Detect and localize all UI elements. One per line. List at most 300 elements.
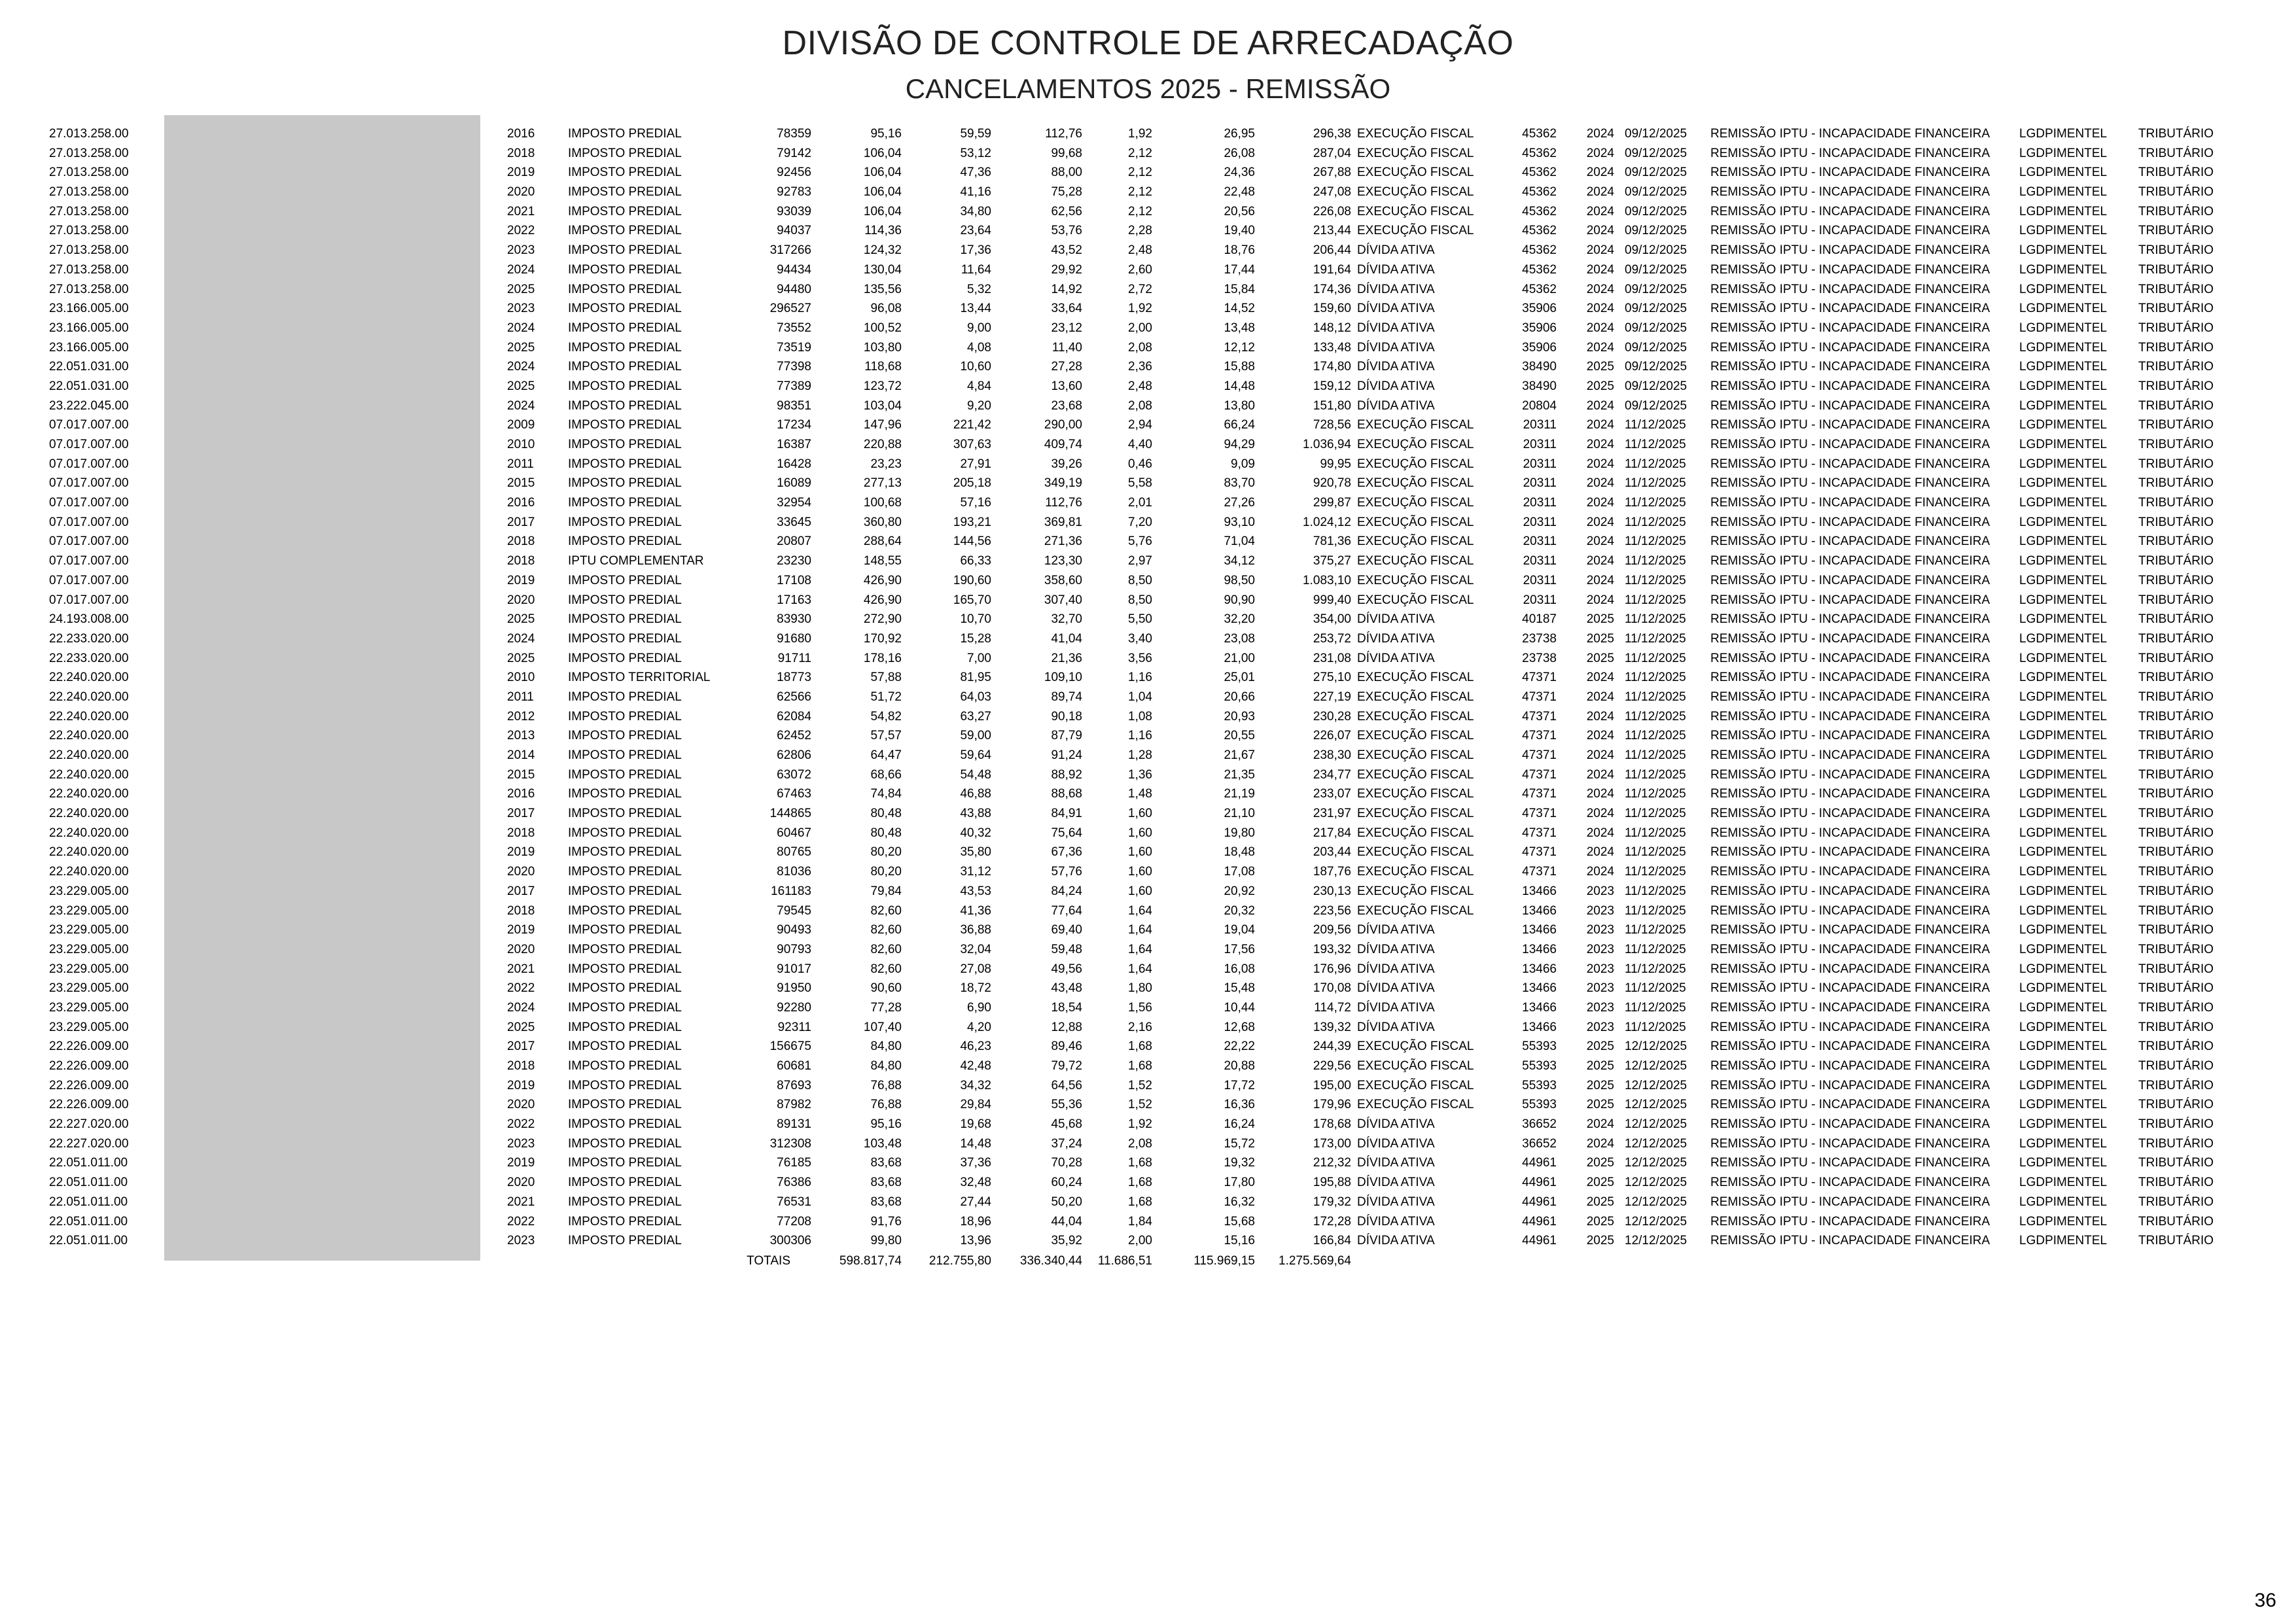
user-cell: LGDPIMENTEL — [2019, 1117, 2108, 1132]
value-cell: 3,40 — [1128, 631, 1152, 646]
reason-cell: REMISSÃO IPTU - INCAPACIDADE FINANCEIRA — [1710, 1176, 1990, 1190]
reason-cell: REMISSÃO IPTU - INCAPACIDADE FINANCEIRA — [1710, 1000, 1990, 1015]
tax-type-cell: IMPOSTO PREDIAL — [568, 1039, 682, 1054]
user-cell: LGDPIMENTEL — [2019, 593, 2108, 607]
user-cell: LGDPIMENTEL — [2019, 748, 2108, 762]
sector-cell: TRIBUTÁRIO — [2138, 981, 2214, 996]
status-cell: DÍVIDA ATIVA — [1357, 1020, 1435, 1034]
date-cell: 11/12/2025 — [1625, 515, 1686, 529]
value-cell: 1,60 — [1128, 807, 1152, 821]
status-cell: DÍVIDA ATIVA — [1357, 962, 1435, 976]
status-cell: EXECUÇÃO FISCAL — [1357, 554, 1474, 568]
value-cell: 19,32 — [1224, 1156, 1255, 1170]
table-row — [0, 551, 2296, 571]
reason-cell: REMISSÃO IPTU - INCAPACIDADE FINANCEIRA — [1710, 418, 1990, 432]
value-cell: 57,76 — [1051, 865, 1082, 879]
status-cell: DÍVIDA ATIVA — [1357, 1176, 1435, 1190]
value-cell: 66,33 — [960, 554, 991, 568]
date-cell: 11/12/2025 — [1625, 554, 1686, 568]
table-row — [0, 396, 2296, 416]
process-cell: 20311 — [1523, 573, 1557, 587]
process-cell: 13466 — [1522, 1020, 1557, 1034]
year-cell: 2023 — [507, 1234, 535, 1248]
code-cell: 79545 — [777, 903, 811, 918]
sector-cell: TRIBUTÁRIO — [2138, 923, 2214, 937]
date-cell: 11/12/2025 — [1625, 845, 1686, 860]
tax-type-cell: IMPOSTO PREDIAL — [568, 438, 682, 451]
value-cell: 50,20 — [1051, 1195, 1082, 1209]
value-cell: 106,04 — [863, 204, 902, 218]
sector-cell: TRIBUTÁRIO — [2138, 127, 2214, 141]
date-cell: 09/12/2025 — [1625, 340, 1687, 355]
code-cell: 91950 — [777, 981, 811, 996]
table-row — [0, 493, 2296, 513]
code-cell: 93039 — [777, 204, 811, 218]
inscricao-cell: 27.013.258.00 — [49, 282, 129, 296]
value-cell: 96,08 — [870, 302, 902, 316]
reason-cell: REMISSÃO IPTU - INCAPACIDADE FINANCEIRA — [1710, 204, 1990, 218]
total-cell: 179,96 — [1313, 1098, 1351, 1112]
total-cell: 231,08 — [1313, 651, 1351, 665]
value-cell: 26,95 — [1224, 127, 1255, 141]
value-cell: 170,92 — [863, 631, 902, 646]
value-cell: 190,60 — [953, 573, 991, 587]
code-cell: 94434 — [777, 262, 811, 277]
value-cell: 135,56 — [863, 282, 902, 296]
value-cell: 106,04 — [863, 166, 902, 180]
value-cell: 0,46 — [1128, 457, 1152, 471]
value-cell: 2,36 — [1128, 360, 1152, 374]
value-cell: 16,36 — [1224, 1098, 1255, 1112]
tax-type-cell: IMPOSTO PREDIAL — [568, 262, 682, 277]
year-cell: 2018 — [507, 554, 535, 568]
sector-cell: TRIBUTÁRIO — [2138, 321, 2214, 335]
code-cell: 91680 — [777, 631, 811, 646]
process-year-cell: 2024 — [1586, 302, 1614, 316]
inscricao-cell: 24.193.008.00 — [49, 612, 129, 627]
sector-cell: TRIBUTÁRIO — [2138, 807, 2214, 821]
date-cell: 11/12/2025 — [1625, 865, 1686, 879]
process-cell: 20311 — [1523, 476, 1557, 491]
total-cell: 206,44 — [1313, 243, 1351, 258]
value-cell: 6,90 — [967, 1000, 991, 1015]
process-cell: 20311 — [1523, 534, 1557, 549]
process-year-cell: 2024 — [1586, 515, 1614, 529]
value-cell: 99,80 — [870, 1234, 902, 1248]
table-row — [0, 862, 2296, 882]
status-cell: DÍVIDA ATIVA — [1357, 321, 1435, 335]
value-cell: 57,57 — [870, 729, 902, 743]
tax-type-cell: IPTU COMPLEMENTAR — [568, 554, 704, 568]
reason-cell: REMISSÃO IPTU - INCAPACIDADE FINANCEIRA — [1710, 962, 1990, 976]
code-cell: 23230 — [777, 554, 811, 568]
value-cell: 13,60 — [1051, 379, 1082, 393]
status-cell: DÍVIDA ATIVA — [1357, 923, 1435, 937]
process-year-cell: 2024 — [1586, 807, 1614, 821]
value-cell: 272,90 — [863, 612, 902, 627]
year-cell: 2012 — [507, 709, 535, 724]
user-cell: LGDPIMENTEL — [2019, 127, 2108, 141]
value-cell: 7,00 — [967, 651, 991, 665]
code-cell: 92456 — [777, 166, 811, 180]
value-cell: 18,96 — [960, 1214, 991, 1229]
process-cell: 38490 — [1522, 360, 1557, 374]
value-cell: 360,80 — [863, 515, 902, 529]
year-cell: 2020 — [507, 1176, 535, 1190]
process-cell: 47371 — [1522, 671, 1557, 685]
total-cell: 299,87 — [1313, 496, 1351, 510]
year-cell: 2017 — [507, 807, 535, 821]
process-year-cell: 2024 — [1586, 1136, 1614, 1151]
value-cell: 18,54 — [1051, 1000, 1082, 1015]
code-cell: 87982 — [777, 1098, 811, 1112]
code-cell: 33645 — [777, 515, 811, 529]
date-cell: 12/12/2025 — [1625, 1234, 1687, 1248]
value-cell: 21,67 — [1224, 748, 1255, 762]
value-cell: 91,24 — [1051, 748, 1082, 762]
sector-cell: TRIBUTÁRIO — [2138, 554, 2214, 568]
value-cell: 76,88 — [870, 1078, 902, 1092]
value-cell: 18,76 — [1224, 243, 1255, 258]
value-cell: 10,60 — [960, 360, 991, 374]
user-cell: LGDPIMENTEL — [2019, 1098, 2108, 1112]
tax-type-cell: IMPOSTO PREDIAL — [568, 729, 682, 743]
sector-cell: TRIBUTÁRIO — [2138, 1214, 2214, 1229]
value-cell: 95,16 — [870, 127, 902, 141]
process-year-cell: 2024 — [1586, 127, 1614, 141]
status-cell: EXECUÇÃO FISCAL — [1357, 787, 1474, 801]
value-cell: 59,00 — [960, 729, 991, 743]
sector-cell: TRIBUTÁRIO — [2138, 1000, 2214, 1015]
inscricao-cell: 22.240.020.00 — [49, 865, 129, 879]
code-cell: 144865 — [769, 807, 811, 821]
inscricao-cell: 23.229.005.00 — [49, 1000, 129, 1015]
process-year-cell: 2024 — [1586, 534, 1614, 549]
table-row — [0, 163, 2296, 183]
tax-type-cell: IMPOSTO PREDIAL — [568, 1078, 682, 1092]
inscricao-cell: 23.166.005.00 — [49, 340, 129, 355]
inscricao-cell: 22.051.031.00 — [49, 360, 129, 374]
inscricao-cell: 22.240.020.00 — [49, 748, 129, 762]
process-year-cell: 2023 — [1586, 942, 1614, 956]
status-cell: EXECUÇÃO FISCAL — [1357, 185, 1474, 200]
inscricao-cell: 07.017.007.00 — [49, 515, 129, 529]
value-cell: 43,48 — [1051, 981, 1082, 996]
value-cell: 27,26 — [1224, 496, 1255, 510]
code-cell: 73552 — [777, 321, 811, 335]
inscricao-cell: 22.051.011.00 — [49, 1176, 128, 1190]
sector-cell: TRIBUTÁRIO — [2138, 1234, 2214, 1248]
sector-cell: TRIBUTÁRIO — [2138, 515, 2214, 529]
total-cell: 920,78 — [1313, 476, 1351, 491]
inscricao-cell: 23.229.005.00 — [49, 981, 129, 996]
inscricao-cell: 07.017.007.00 — [49, 418, 129, 432]
date-cell: 12/12/2025 — [1625, 1156, 1687, 1170]
user-cell: LGDPIMENTEL — [2019, 1020, 2108, 1034]
user-cell: LGDPIMENTEL — [2019, 1039, 2108, 1054]
process-cell: 13466 — [1522, 981, 1557, 996]
date-cell: 09/12/2025 — [1625, 360, 1687, 374]
value-cell: 409,74 — [1044, 438, 1082, 451]
process-year-cell: 2024 — [1586, 1117, 1614, 1132]
table-row — [0, 221, 2296, 241]
table-row — [0, 1193, 2296, 1212]
total-cell: 229,56 — [1313, 1059, 1351, 1073]
value-cell: 2,16 — [1128, 1020, 1152, 1034]
process-year-cell: 2024 — [1586, 593, 1614, 607]
value-cell: 5,76 — [1128, 534, 1152, 549]
value-cell: 69,40 — [1051, 923, 1082, 937]
process-cell: 38490 — [1522, 379, 1557, 393]
value-cell: 147,96 — [863, 418, 902, 432]
user-cell: LGDPIMENTEL — [2019, 1136, 2108, 1151]
total-cell: 231,97 — [1313, 807, 1351, 821]
value-cell: 42,48 — [960, 1059, 991, 1073]
total-cell: 187,76 — [1313, 865, 1351, 879]
value-cell: 83,68 — [870, 1176, 902, 1190]
value-cell: 2,12 — [1128, 185, 1152, 200]
user-cell: LGDPIMENTEL — [2019, 787, 2108, 801]
status-cell: DÍVIDA ATIVA — [1357, 282, 1435, 296]
inscricao-cell: 22.240.020.00 — [49, 807, 129, 821]
value-cell: 37,36 — [960, 1156, 991, 1170]
value-cell: 307,40 — [1044, 593, 1082, 607]
process-cell: 13466 — [1522, 903, 1557, 918]
user-cell: LGDPIMENTEL — [2019, 1000, 2108, 1015]
value-cell: 2,00 — [1128, 1234, 1152, 1248]
reason-cell: REMISSÃO IPTU - INCAPACIDADE FINANCEIRA — [1710, 398, 1990, 413]
value-cell: 23,23 — [870, 457, 902, 471]
user-cell: LGDPIMENTEL — [2019, 884, 2108, 898]
year-cell: 2020 — [507, 1098, 535, 1112]
inscricao-cell: 27.013.258.00 — [49, 166, 129, 180]
value-cell: 40,32 — [960, 826, 991, 840]
code-cell: 98351 — [777, 398, 811, 413]
year-cell: 2017 — [507, 515, 535, 529]
inscricao-cell: 23.229.005.00 — [49, 923, 129, 937]
user-cell: LGDPIMENTEL — [2019, 612, 2108, 627]
value-cell: 84,80 — [870, 1039, 902, 1054]
value-cell: 2,08 — [1128, 340, 1152, 355]
value-cell: 17,80 — [1224, 1176, 1255, 1190]
code-cell: 63072 — [777, 767, 811, 782]
sector-cell: TRIBUTÁRIO — [2138, 631, 2214, 646]
value-cell: 100,52 — [863, 321, 902, 335]
sector-cell: TRIBUTÁRIO — [2138, 729, 2214, 743]
value-cell: 59,48 — [1051, 942, 1082, 956]
status-cell: EXECUÇÃO FISCAL — [1357, 767, 1474, 782]
total-cell: 375,27 — [1313, 554, 1351, 568]
user-cell: LGDPIMENTEL — [2019, 262, 2108, 277]
code-cell: 18773 — [777, 671, 811, 685]
reason-cell: REMISSÃO IPTU - INCAPACIDADE FINANCEIRA — [1710, 612, 1990, 627]
inscricao-cell: 07.017.007.00 — [49, 438, 129, 451]
value-cell: 41,16 — [960, 185, 991, 200]
status-cell: DÍVIDA ATIVA — [1357, 612, 1435, 627]
sector-cell: TRIBUTÁRIO — [2138, 146, 2214, 160]
code-cell: 94480 — [777, 282, 811, 296]
process-year-cell: 2024 — [1586, 282, 1614, 296]
status-cell: EXECUÇÃO FISCAL — [1357, 418, 1474, 432]
sector-cell: TRIBUTÁRIO — [2138, 457, 2214, 471]
value-cell: 83,68 — [870, 1195, 902, 1209]
value-cell: 66,24 — [1224, 418, 1255, 432]
code-cell: 87693 — [777, 1078, 811, 1092]
total-cell: 166,84 — [1313, 1234, 1351, 1248]
user-cell: LGDPIMENTEL — [2019, 767, 2108, 782]
value-cell: 80,48 — [870, 826, 902, 840]
value-cell: 5,58 — [1128, 476, 1152, 491]
value-cell: 20,55 — [1224, 729, 1255, 743]
process-cell: 36652 — [1522, 1136, 1557, 1151]
tax-type-cell: IMPOSTO PREDIAL — [568, 302, 682, 316]
value-cell: 2,08 — [1128, 1136, 1152, 1151]
value-cell: 21,00 — [1224, 651, 1255, 665]
reason-cell: REMISSÃO IPTU - INCAPACIDADE FINANCEIRA — [1710, 884, 1990, 898]
status-cell: EXECUÇÃO FISCAL — [1357, 845, 1474, 860]
total-cell: 174,80 — [1313, 360, 1351, 374]
inscricao-cell: 07.017.007.00 — [49, 457, 129, 471]
total-cell: 195,88 — [1313, 1176, 1351, 1190]
code-cell: 17163 — [777, 593, 811, 607]
date-cell: 09/12/2025 — [1625, 282, 1687, 296]
status-cell: EXECUÇÃO FISCAL — [1357, 1078, 1474, 1092]
inscricao-cell: 07.017.007.00 — [49, 476, 129, 491]
reason-cell: REMISSÃO IPTU - INCAPACIDADE FINANCEIRA — [1710, 457, 1990, 471]
value-cell: 17,44 — [1224, 262, 1255, 277]
total-cell: 238,30 — [1313, 748, 1351, 762]
code-cell: 296527 — [769, 302, 811, 316]
value-cell: 26,08 — [1224, 146, 1255, 160]
date-cell: 11/12/2025 — [1625, 787, 1686, 801]
tax-type-cell: IMPOSTO PREDIAL — [568, 612, 682, 627]
inscricao-cell: 27.013.258.00 — [49, 185, 129, 200]
value-cell: 21,36 — [1051, 651, 1082, 665]
user-cell: LGDPIMENTEL — [2019, 631, 2108, 646]
inscricao-cell: 22.240.020.00 — [49, 689, 129, 704]
code-cell: 156675 — [769, 1039, 811, 1054]
process-cell: 20311 — [1523, 554, 1557, 568]
value-cell: 1,52 — [1128, 1098, 1152, 1112]
code-cell: 89131 — [777, 1117, 811, 1132]
reason-cell: REMISSÃO IPTU - INCAPACIDADE FINANCEIRA — [1710, 554, 1990, 568]
value-cell: 15,16 — [1224, 1234, 1255, 1248]
year-cell: 2020 — [507, 865, 535, 879]
year-cell: 2020 — [507, 942, 535, 956]
tax-type-cell: IMPOSTO PREDIAL — [568, 1098, 682, 1112]
reason-cell: REMISSÃO IPTU - INCAPACIDADE FINANCEIRA — [1710, 476, 1990, 491]
status-cell: DÍVIDA ATIVA — [1357, 262, 1435, 277]
process-cell: 20311 — [1523, 593, 1557, 607]
tax-type-cell: IMPOSTO PREDIAL — [568, 845, 682, 860]
value-cell: 12,12 — [1224, 340, 1255, 355]
reason-cell: REMISSÃO IPTU - INCAPACIDADE FINANCEIRA — [1710, 865, 1990, 879]
year-cell: 2019 — [507, 923, 535, 937]
total-cell: 133,48 — [1313, 340, 1351, 355]
status-cell: DÍVIDA ATIVA — [1357, 379, 1435, 393]
value-cell: 79,84 — [870, 884, 902, 898]
code-cell: 83930 — [777, 612, 811, 627]
tax-type-cell: IMPOSTO PREDIAL — [568, 631, 682, 646]
value-cell: 95,16 — [870, 1117, 902, 1132]
code-cell: 77398 — [777, 360, 811, 374]
value-cell: 32,48 — [960, 1176, 991, 1190]
code-cell: 67463 — [777, 787, 811, 801]
value-cell: 54,48 — [960, 767, 991, 782]
value-cell: 64,47 — [870, 748, 902, 762]
reason-cell: REMISSÃO IPTU - INCAPACIDADE FINANCEIRA — [1710, 1136, 1990, 1151]
year-cell: 2024 — [507, 1000, 535, 1015]
reason-cell: REMISSÃO IPTU - INCAPACIDADE FINANCEIRA — [1710, 1020, 1990, 1034]
value-cell: 426,90 — [863, 593, 902, 607]
sector-cell: TRIBUTÁRIO — [2138, 262, 2214, 277]
total-cell: 191,64 — [1313, 262, 1351, 277]
code-cell: 16089 — [777, 476, 811, 491]
status-cell: DÍVIDA ATIVA — [1357, 398, 1435, 413]
value-cell: 68,66 — [870, 767, 902, 782]
value-cell: 63,27 — [960, 709, 991, 724]
process-year-cell: 2025 — [1586, 1214, 1614, 1229]
table-row — [0, 1018, 2296, 1038]
sector-cell: TRIBUTÁRIO — [2138, 1156, 2214, 1170]
date-cell: 12/12/2025 — [1625, 1059, 1687, 1073]
total-cell: 99,95 — [1320, 457, 1351, 471]
value-cell: 34,32 — [960, 1078, 991, 1092]
tax-type-cell: IMPOSTO PREDIAL — [568, 1176, 682, 1190]
date-cell: 09/12/2025 — [1625, 398, 1687, 413]
value-cell: 123,30 — [1044, 554, 1082, 568]
value-cell: 1,64 — [1128, 962, 1152, 976]
total-value: 1.275.569,64 — [1279, 1253, 1351, 1268]
date-cell: 09/12/2025 — [1625, 146, 1687, 160]
user-cell: LGDPIMENTEL — [2019, 729, 2108, 743]
value-cell: 27,44 — [960, 1195, 991, 1209]
sector-cell: TRIBUTÁRIO — [2138, 1098, 2214, 1112]
user-cell: LGDPIMENTEL — [2019, 807, 2108, 821]
value-cell: 27,08 — [960, 962, 991, 976]
value-cell: 1,60 — [1128, 884, 1152, 898]
table-row — [0, 1037, 2296, 1056]
table-row — [0, 260, 2296, 280]
value-cell: 16,32 — [1224, 1195, 1255, 1209]
table-row — [0, 183, 2296, 202]
inscricao-cell: 22.240.020.00 — [49, 826, 129, 840]
value-cell: 43,88 — [960, 807, 991, 821]
year-cell: 2020 — [507, 593, 535, 607]
value-cell: 2,12 — [1128, 166, 1152, 180]
user-cell: LGDPIMENTEL — [2019, 496, 2108, 510]
user-cell: LGDPIMENTEL — [2019, 379, 2108, 393]
value-cell: 29,84 — [960, 1098, 991, 1112]
table-row — [0, 338, 2296, 358]
total-cell: 233,07 — [1313, 787, 1351, 801]
user-cell: LGDPIMENTEL — [2019, 438, 2108, 451]
sector-cell: TRIBUTÁRIO — [2138, 767, 2214, 782]
total-cell: 728,56 — [1313, 418, 1351, 432]
year-cell: 2022 — [507, 224, 535, 238]
reason-cell: REMISSÃO IPTU - INCAPACIDADE FINANCEIRA — [1710, 593, 1990, 607]
process-cell: 13466 — [1522, 942, 1557, 956]
reason-cell: REMISSÃO IPTU - INCAPACIDADE FINANCEIRA — [1710, 1098, 1990, 1112]
status-cell: EXECUÇÃO FISCAL — [1357, 496, 1474, 510]
value-cell: 88,92 — [1051, 767, 1082, 782]
table-row — [0, 1153, 2296, 1173]
value-cell: 14,52 — [1224, 302, 1255, 316]
status-cell: EXECUÇÃO FISCAL — [1357, 515, 1474, 529]
total-cell: 223,56 — [1313, 903, 1351, 918]
year-cell: 2021 — [507, 204, 535, 218]
inscricao-cell: 27.013.258.00 — [49, 204, 129, 218]
